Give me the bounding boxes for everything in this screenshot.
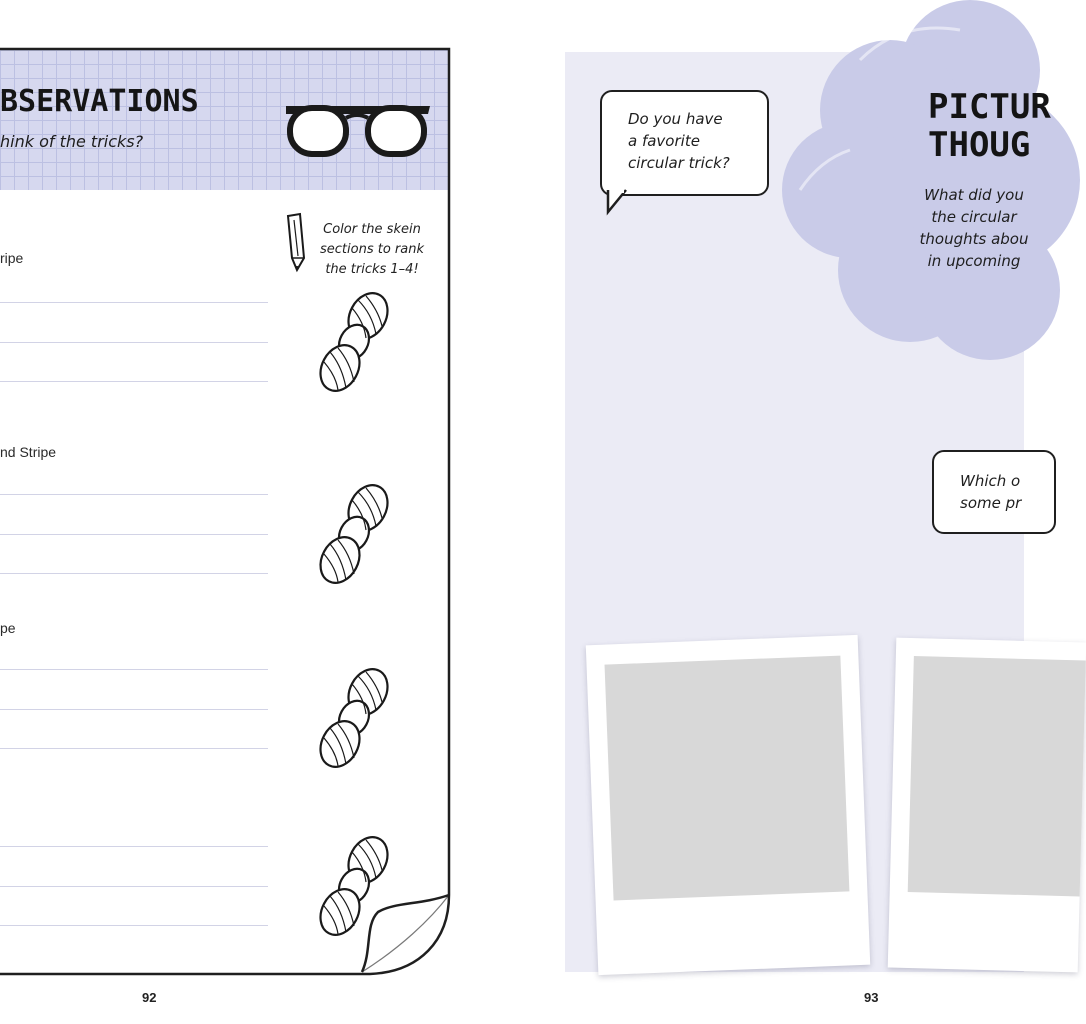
title-line-2: THOUG <box>928 125 1031 165</box>
writing-line[interactable] <box>0 534 268 535</box>
photo-placeholder[interactable] <box>908 656 1086 896</box>
glasses-icon <box>282 96 434 162</box>
speech-bubble-favorite-trick <box>600 90 769 196</box>
writing-line[interactable] <box>0 748 268 749</box>
page-number-right: 93 <box>864 990 879 1005</box>
speech-bubble-tail <box>602 190 632 216</box>
color-skein-instructions <box>308 220 436 280</box>
polaroid-frame[interactable] <box>888 638 1086 973</box>
pencil-icon <box>284 212 308 272</box>
prompt-line-2: the circular <box>931 208 1017 226</box>
section-label-3: pe <box>0 620 16 636</box>
photo-placeholder[interactable] <box>605 656 850 901</box>
prompt-line-1: What did you <box>924 186 1024 204</box>
prompt-line-4: in upcoming <box>927 252 1021 270</box>
observations-title: BSERVATIONS <box>0 84 199 119</box>
yarn-skein-icon[interactable] <box>316 666 392 770</box>
writing-line[interactable] <box>0 886 268 887</box>
writing-line[interactable] <box>0 709 268 710</box>
yarn-skein-icon[interactable] <box>316 834 392 938</box>
picture-thoughts-prompt <box>904 184 1044 272</box>
yarn-skein-icon[interactable] <box>316 290 392 394</box>
speech-bubble-which <box>932 450 1056 534</box>
writing-line[interactable] <box>0 342 268 343</box>
bubble-1-line-1: Do you have <box>628 110 723 128</box>
bubble-2-line-2: some pr <box>960 494 1022 512</box>
page-number-left: 92 <box>142 990 157 1005</box>
section-label-1: ripe <box>0 250 24 266</box>
writing-line[interactable] <box>0 573 268 574</box>
writing-line[interactable] <box>0 494 268 495</box>
writing-line[interactable] <box>0 925 268 926</box>
section-label-2: nd Stripe <box>0 444 57 460</box>
color-note-line-2: sections to rank <box>320 242 424 257</box>
writing-line[interactable] <box>0 669 268 670</box>
bubble-1-line-3: circular trick? <box>628 154 730 172</box>
title-line-1: PICTUR <box>928 87 1051 127</box>
bubble-1-line-2: a favorite <box>628 132 700 150</box>
writing-line[interactable] <box>0 302 268 303</box>
color-note-line-3: the tricks 1–4! <box>325 262 419 277</box>
prompt-line-3: thoughts abou <box>919 230 1029 248</box>
yarn-skein-icon[interactable] <box>316 482 392 586</box>
writing-line[interactable] <box>0 381 268 382</box>
writing-line[interactable] <box>0 846 268 847</box>
bubble-2-line-1: Which o <box>960 472 1021 490</box>
polaroid-frame[interactable] <box>586 635 870 975</box>
color-note-line-1: Color the skein <box>323 222 421 237</box>
picture-thoughts-title <box>928 87 1051 165</box>
observations-subtitle: hink of the tricks? <box>0 132 144 151</box>
